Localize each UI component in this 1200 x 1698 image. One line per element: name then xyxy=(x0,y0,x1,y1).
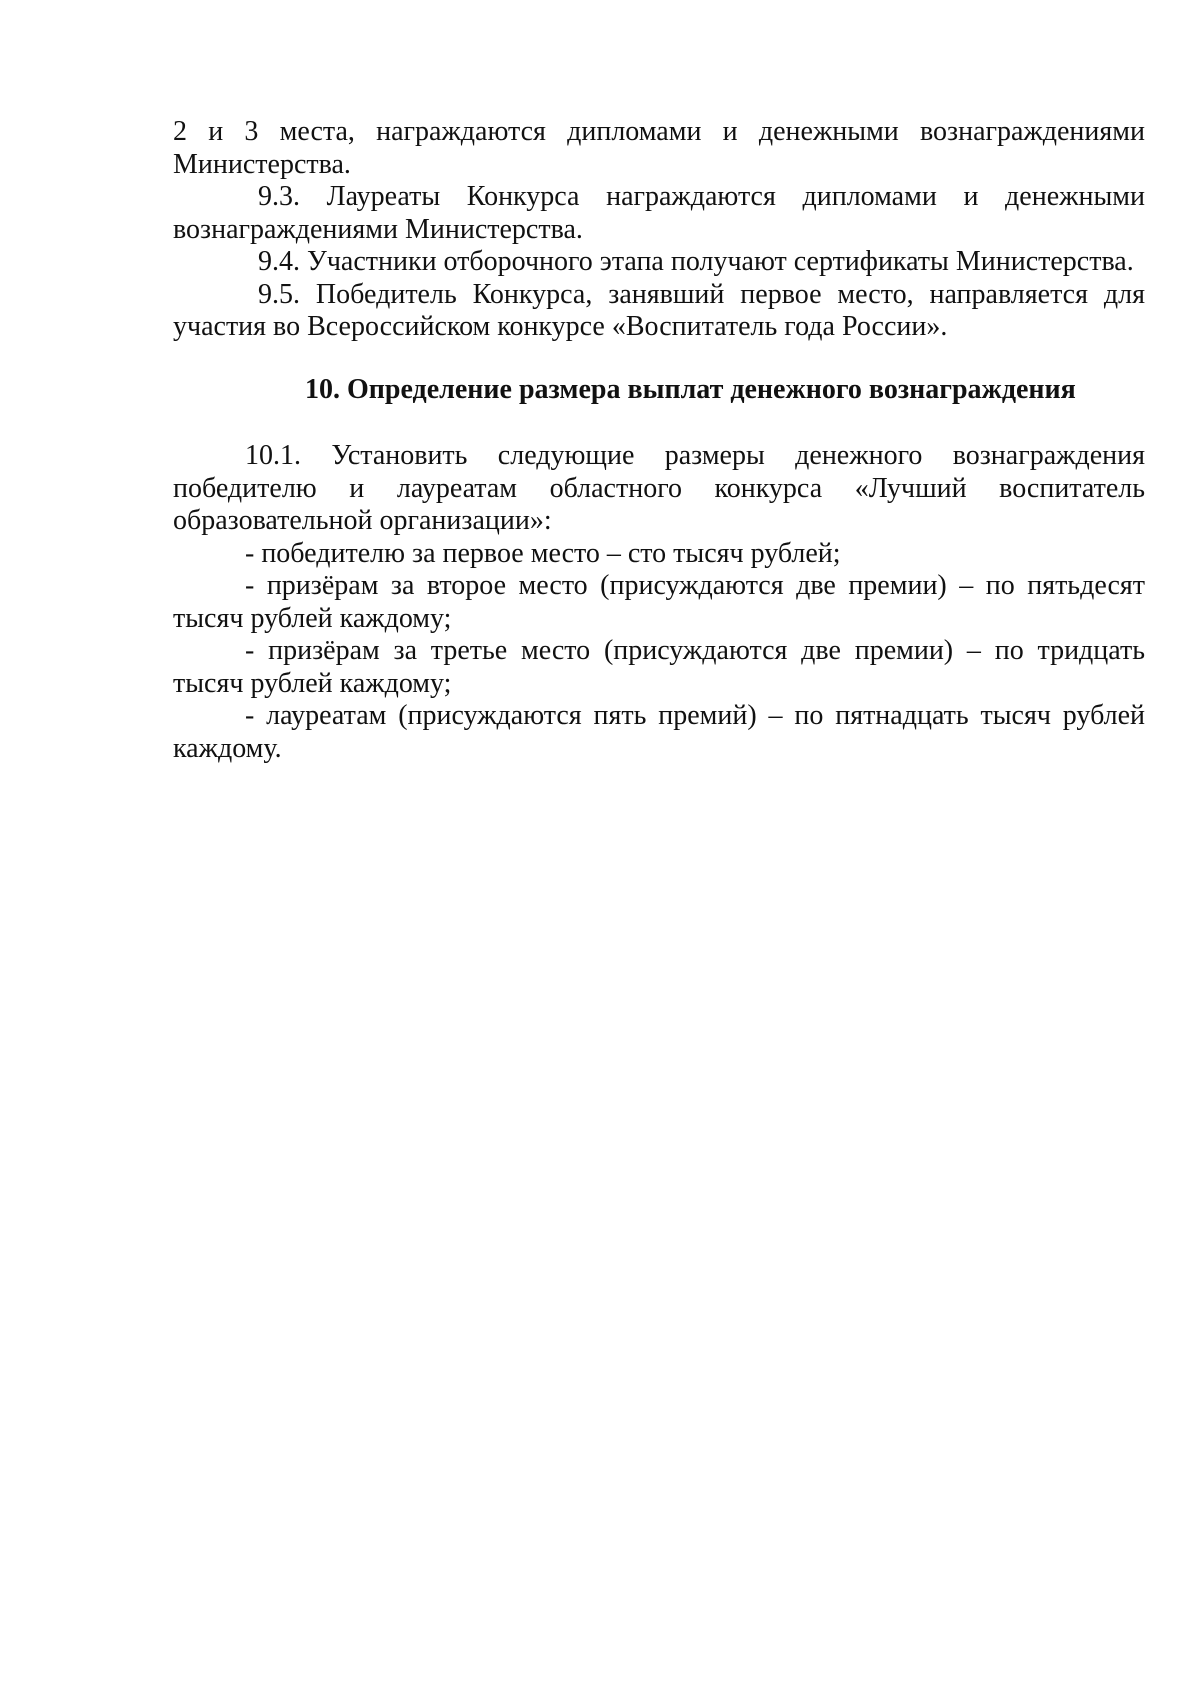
paragraph-9-5: 9.5. Победитель Конкурса, занявший первое место, направляется для участия во Всероссийском конкурсе «Воспитатель года России». xyxy=(173,278,1145,342)
list-item-laureates: - лауреатам (присуждаются пять премий) – по пятнадцать тысяч рублей каждому. xyxy=(173,700,1145,764)
paragraph-10-1: 10.1. Установить следующие размеры денежного вознаграждения победителю и лауреатам областного конкурса «Лучший воспитатель образовательной организации»: xyxy=(173,440,1145,536)
paragraph-9-2-continuation: 2 и 3 места, награждаются дипломами и денежными вознаграждениями Министерства. xyxy=(173,116,1145,180)
paragraph-9-3: 9.3. Лауреаты Конкурса награждаются дипломами и денежными вознаграждениями Министерства. xyxy=(173,181,1145,245)
paragraph-9-4: 9.4. Участники отборочного этапа получают сертификаты Министерства. xyxy=(258,246,1134,277)
list-item-third-place: - призёрам за третье место (присуждаются две премии) – по тридцать тысяч рублей каждому; xyxy=(173,635,1145,699)
list-item-first-place: - победителю за первое место – сто тысяч рублей; xyxy=(245,537,841,569)
section-10-heading: 10. Определение размера выплат денежного вознаграждения xyxy=(305,374,1076,405)
list-item-second-place: - призёрам за второе место (присуждаются две премии) – по пятьдесят тысяч рублей каждому; xyxy=(173,570,1145,634)
section-10-body xyxy=(173,440,1145,765)
section-9-body xyxy=(173,116,1145,344)
